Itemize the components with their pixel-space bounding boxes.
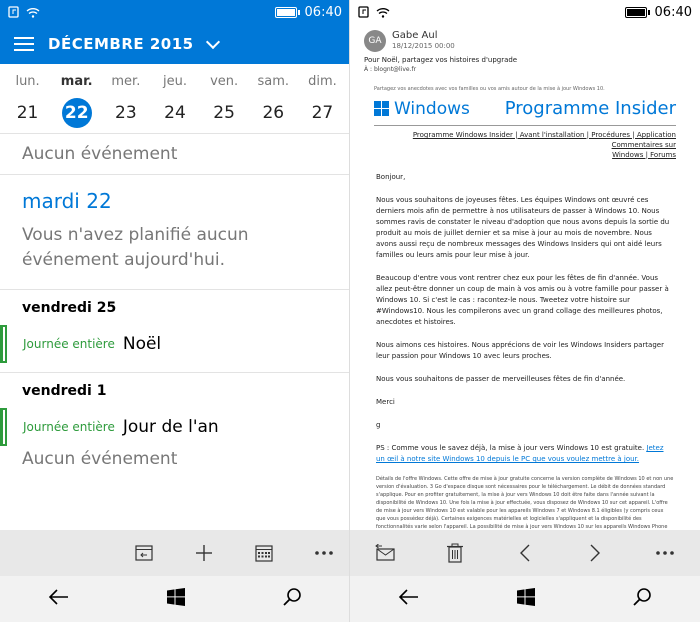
preheader-text: Partagez vos anecdotes avec vos familles ou vos amis autour de la mise à jour Windows 10. [374,86,605,92]
month-title[interactable]: DÉCEMBRE 2015 [48,35,194,53]
agenda-list [0,134,350,479]
weekday-label: dim. [308,74,337,89]
mail-recipient: À : blognt@live.fr [364,66,417,73]
nav-bar [350,576,700,622]
event-item[interactable] [0,407,350,447]
calendar-back-icon[interactable] [132,541,156,565]
fine-print: Détails de l'offre Windows. Cette offre de mise à jour gratuite concerne la version complète de Windows 10 et non une version d'évaluation. 3 Go d'espace disque sont nécessaires pour le téléchargement. Le débit de données standard s'applique. Pour en profiter gratuitement, la mise à jour vers Windows 10 doit être faite dans l'année suivant la disponibilité de Windows 10. Une fois la mise à jour effectuée, vous disposez de Windows 10 sur cet appareil. L'offre de mise à jour vers Windows 10 est valable pour les appareils Windows 7 et Windows 8.1 éligibles (y compris ceux que vous possédez déjà). Certaines exigences matérielles et logicielles s'appliquent et la disponibilité des fonctionnalités varie selon l'appareil. La possibilité de mise à jour vers Windows 10 sur les appareils Windows Phone [376,476,674,530]
brand-word: Windows [394,98,470,119]
mail-body [364,86,686,557]
weekday-label: lun. [15,74,40,89]
day-column-sun[interactable] [298,64,347,133]
status-bar [350,0,700,24]
weekday-label: sam. [257,74,290,89]
day-column-tue[interactable] [52,64,101,133]
selected-day-title: mardi 22 [22,189,112,213]
windows-start-icon[interactable] [517,588,535,610]
ps-paragraph [376,443,674,465]
mail-subject: Pour Noël, partagez vos histoires d'upgrade [364,56,518,64]
day-header: vendredi 25 [22,300,117,316]
search-icon[interactable] [282,587,302,611]
back-icon[interactable] [398,588,420,610]
wifi-icon [26,6,40,18]
day-column-mon[interactable] [3,64,52,133]
day-column-sat[interactable] [249,64,298,133]
greeting: Bonjour, [376,173,406,181]
paragraph: Nous vous souhaitons de passer de merveilleuses fêtes de fin d'année. [376,375,626,383]
mail-date: 18/12/2015 00:00 [392,42,455,50]
date-number[interactable]: 26 [262,103,285,123]
empty-day-text: Vous n'avez planifié aucun événement aujourd'hui. [22,225,249,270]
hamburger-menu-icon[interactable] [14,37,34,51]
event-time: Journée entière [23,420,115,434]
date-number[interactable]: 24 [164,103,186,123]
event-title: Jour de l'an [122,417,219,437]
mail-header [350,24,700,52]
windows-insider-banner [364,98,686,119]
weekday-label: mar. [60,74,93,89]
day-header: vendredi 1 [22,383,107,399]
reply-icon[interactable] [373,541,397,565]
no-event-text: Aucun événement [22,144,178,164]
no-event-text: Aucun événement [22,449,178,469]
sender-name[interactable]: Gabe Aul [392,30,438,41]
status-bar [0,0,350,24]
signature: g [376,421,381,429]
header-links[interactable] [364,126,686,160]
status-time: 06:40 [304,4,342,20]
event-color-bar [0,408,7,446]
date-number[interactable]: 21 [16,103,39,123]
date-number[interactable]: 25 [213,103,235,123]
ps-text: PS : Comme vous le savez déjà, la mise à jour vers Windows 10 est gratuite. [376,444,645,452]
paragraph: Nous vous souhaitons de joyeuses fêtes. Les équipes Windows ont œuvré ces derniers mois afin de permettre à nos utilisateurs de passer à Windows 10. Nous sommes ravis de constater le niveau d'adoption que nous avons depuis la sortie du produit au mois de juillet dernier et sa mise à jour au mois de novembre. Nous avons aussi reçu de nombreux messages des Windows Insiders qui ont aidé leurs familles ou leurs amis pour leur mise à jour. [376,196,670,259]
selected-date-number[interactable]: 22 [62,98,92,128]
windows-start-icon[interactable] [167,588,185,610]
previous-icon[interactable] [513,541,537,565]
wifi-icon [376,6,390,18]
links-line-1[interactable]: Programme Windows Insider | Avant l'installation | Procédures | Application Commentaires sur [412,131,676,149]
avatar[interactable]: GA [364,30,386,52]
mail-panel [350,0,700,622]
status-time: 06:40 [654,4,692,20]
event-color-bar [0,325,7,363]
nav-bar [0,576,350,622]
event-time: Journée entière [23,337,115,351]
week-strip [0,64,350,134]
date-number[interactable]: 27 [311,103,334,123]
more-icon[interactable] [653,541,677,565]
more-icon[interactable] [312,541,336,565]
mail-text [364,172,686,557]
event-item[interactable] [0,324,350,364]
ps-link[interactable]: Jetez un œil à notre site Windows 10 depuis le PC que vous voulez mettre à jour. [376,444,664,463]
battery-icon [625,7,647,18]
weekday-label: jeu. [163,74,187,89]
paragraph: Beaucoup d'entre vous vont rentrer chez eux pour les fêtes de fin d'année. Vous allez peut-être donner un coup de main à vos amis ou à votre famille pour passer à Windows 10. Si c'est le cas : racontez-le nous. Tweetez votre histoire sur #Windows10. Nous les compilerons avec un grand collage des meilleures photos, anecdotes et histoires. [376,274,669,326]
windows-logo-icon [374,101,389,116]
sim-icon [358,6,370,18]
weekday-label: ven. [210,74,239,89]
day-column-fri[interactable] [200,64,249,133]
weekday-label: mer. [111,74,141,89]
search-icon[interactable] [632,587,652,611]
program-title: Programme Insider [504,98,676,119]
delete-icon[interactable] [443,541,467,565]
day-column-thu[interactable] [150,64,199,133]
next-icon[interactable] [583,541,607,565]
event-title: Noël [122,334,162,354]
date-number[interactable]: 23 [115,103,137,123]
mail-app-bar [350,530,700,576]
paragraph: Nous aimons ces histoires. Nous apprécions de voir les Windows Insiders partager leur passion pour Windows 10 avec leurs proches. [376,341,664,360]
day-column-wed[interactable] [101,64,150,133]
links-line-2[interactable]: Windows | Forums [612,151,676,159]
sim-icon [8,6,20,18]
thanks: Merci [376,398,395,406]
calendar-header [0,24,350,64]
calendar-app-bar [0,530,350,576]
battery-icon [275,7,297,18]
back-icon[interactable] [48,588,70,610]
add-icon[interactable] [192,541,216,565]
chevron-down-icon[interactable] [206,34,220,48]
calendar-view-icon[interactable] [252,541,276,565]
